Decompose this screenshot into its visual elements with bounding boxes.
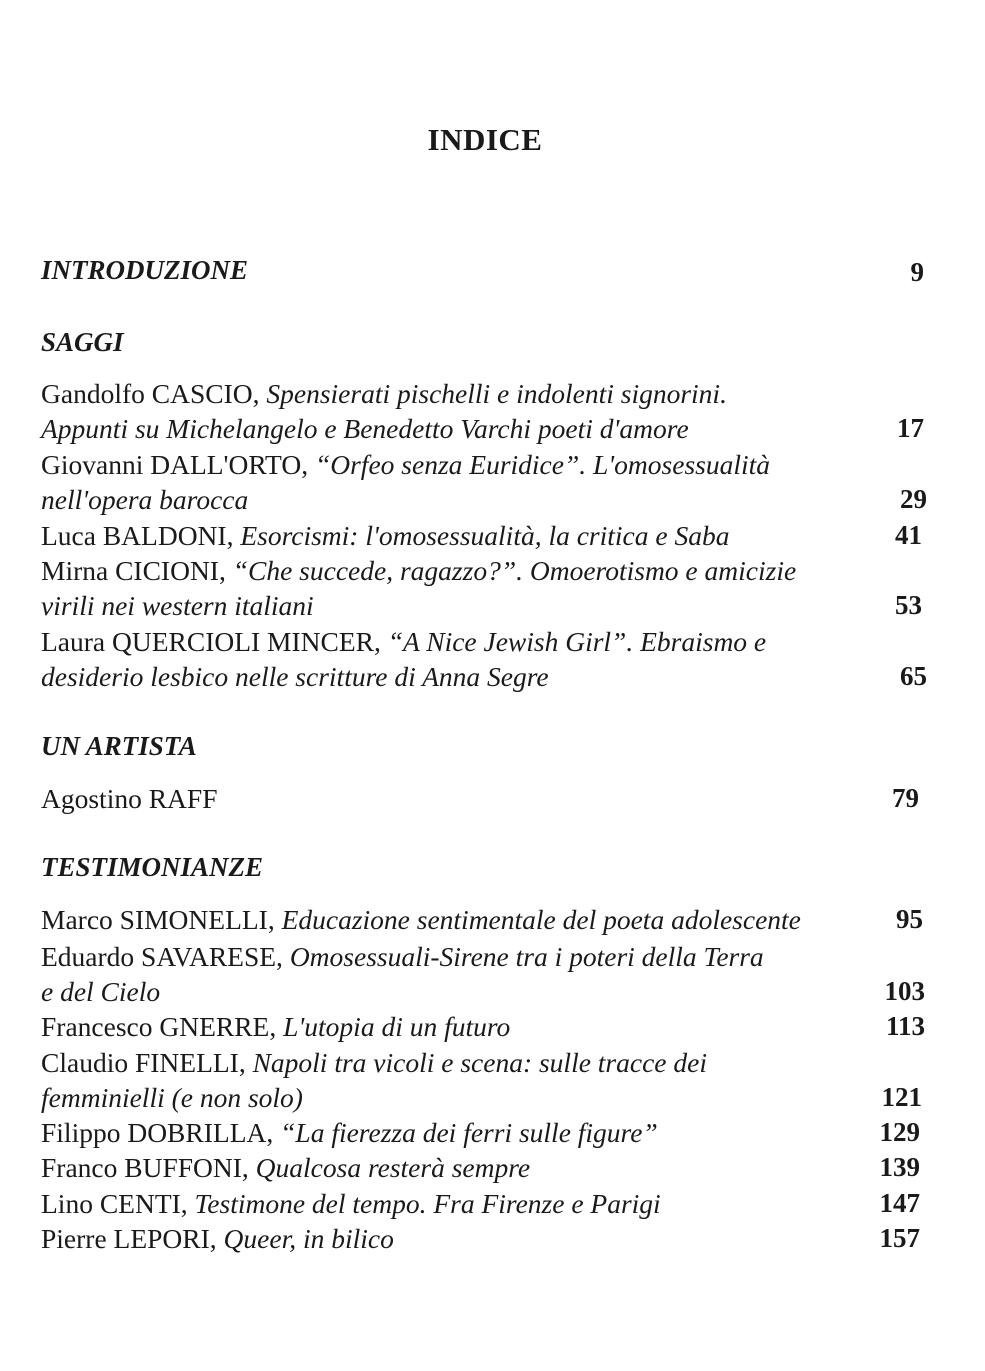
entry-title: “Che succede, ragazzo?”. Omoerotismo e amicizie	[232, 555, 797, 586]
entry-cicioni-cont: virili nei western italiani	[41, 590, 314, 621]
page-number-lepori: 157	[879, 1223, 920, 1253]
page-number-buffoni: 139	[879, 1152, 920, 1182]
page-number-baldoni: 41	[895, 520, 922, 550]
entry-title: L'utopia di un futuro	[283, 1011, 511, 1042]
page-number-simonelli: 95	[896, 904, 923, 934]
page-number-gnerre: 113	[885, 1011, 925, 1041]
page-number-finelli: 121	[881, 1082, 922, 1112]
entry-dallorto-cont: nell'opera barocca	[41, 484, 249, 515]
section-saggi: SAGGI	[41, 327, 124, 357]
entry-title: Omosessuali-Sirene tra i poteri della Terra	[289, 941, 764, 972]
page-number-savarese: 103	[884, 976, 925, 1006]
entry-savarese-cont: e del Cielo	[41, 976, 161, 1007]
entry-author: Eduardo SAVARESE,	[41, 941, 290, 972]
entry-title: Testimone del tempo. Fra Firenze e Parigi	[194, 1188, 661, 1219]
entry-author: Mirna CICIONI,	[41, 555, 233, 586]
entry-finelli-cont: femminielli (e non solo)	[41, 1082, 303, 1113]
section-un-artista: UN ARTISTA	[41, 731, 197, 761]
entry-cicioni	[41, 554, 796, 588]
page-number-dallorto: 29	[900, 484, 927, 514]
section-introduzione: INTRODUZIONE	[41, 255, 249, 285]
entry-quercioli	[41, 625, 766, 659]
entry-author: Lino CENTI,	[41, 1188, 195, 1219]
page-title: INDICE	[427, 122, 543, 157]
entry-dallorto	[41, 448, 770, 482]
entry-lepori	[41, 1222, 394, 1256]
entry-raff: Agostino RAFF	[41, 783, 218, 814]
entry-author: Francesco GNERRE,	[41, 1011, 284, 1042]
entry-author: Marco SIMONELLI,	[41, 904, 282, 935]
entry-author: Luca BALDONI,	[41, 520, 241, 551]
page-number-cascio: 17	[897, 413, 924, 443]
entry-author: Gandolfo CASCIO,	[41, 378, 267, 409]
entry-simonelli	[41, 903, 801, 937]
page-number-quercioli: 65	[900, 661, 927, 691]
entry-title: Educazione sentimentale del poeta adolescente	[281, 904, 801, 935]
entry-cascio-cont: Appunti su Michelangelo e Benedetto Varchi poeti d'amore	[41, 413, 689, 444]
entry-savarese	[41, 940, 764, 974]
entry-author: Giovanni DALL'ORTO,	[41, 449, 315, 480]
entry-centi	[41, 1187, 661, 1221]
entry-quercioli-cont: desiderio lesbico nelle scritture di Anna Segre	[41, 661, 549, 692]
section-testimonianze: TESTIMONIANZE	[41, 852, 264, 882]
entry-title: Qualcosa resterà sempre	[255, 1152, 531, 1183]
page-number-raff: 79	[892, 783, 919, 813]
entry-author: Filippo DOBRILLA,	[41, 1117, 281, 1148]
entry-title: Napoli tra vicoli e scena: sulle tracce dei	[252, 1047, 707, 1078]
entry-title: “La fierezza dei ferri sulle figure”	[280, 1117, 658, 1148]
entry-buffoni	[41, 1151, 530, 1185]
entry-author: Franco BUFFONI,	[41, 1152, 256, 1183]
page-number-centi: 147	[879, 1188, 920, 1218]
entry-finelli	[41, 1046, 707, 1080]
entry-title: “A Nice Jewish Girl”. Ebraismo e	[387, 626, 767, 657]
entry-author: Laura QUERCIOLI MINCER,	[41, 626, 388, 657]
entry-title: Queer, in bilico	[223, 1223, 394, 1254]
entry-author: Pierre LEPORI,	[41, 1223, 224, 1254]
page-number-introduzione: 9	[910, 257, 924, 287]
entry-title: Esorcismi: l'omosessualità, la critica e Saba	[240, 520, 730, 551]
entry-author: Claudio FINELLI,	[41, 1047, 253, 1078]
entry-title: Spensierati pischelli e indolenti signorini.	[266, 378, 727, 409]
entry-gnerre	[41, 1010, 510, 1044]
entry-dobrilla	[41, 1116, 658, 1150]
page-number-dobrilla: 129	[879, 1117, 920, 1147]
entry-baldoni	[41, 519, 729, 553]
entry-title: “Orfeo senza Euridice”. L'omosessualità	[314, 449, 771, 480]
entry-cascio	[41, 377, 727, 411]
page-number-cicioni: 53	[895, 590, 922, 620]
